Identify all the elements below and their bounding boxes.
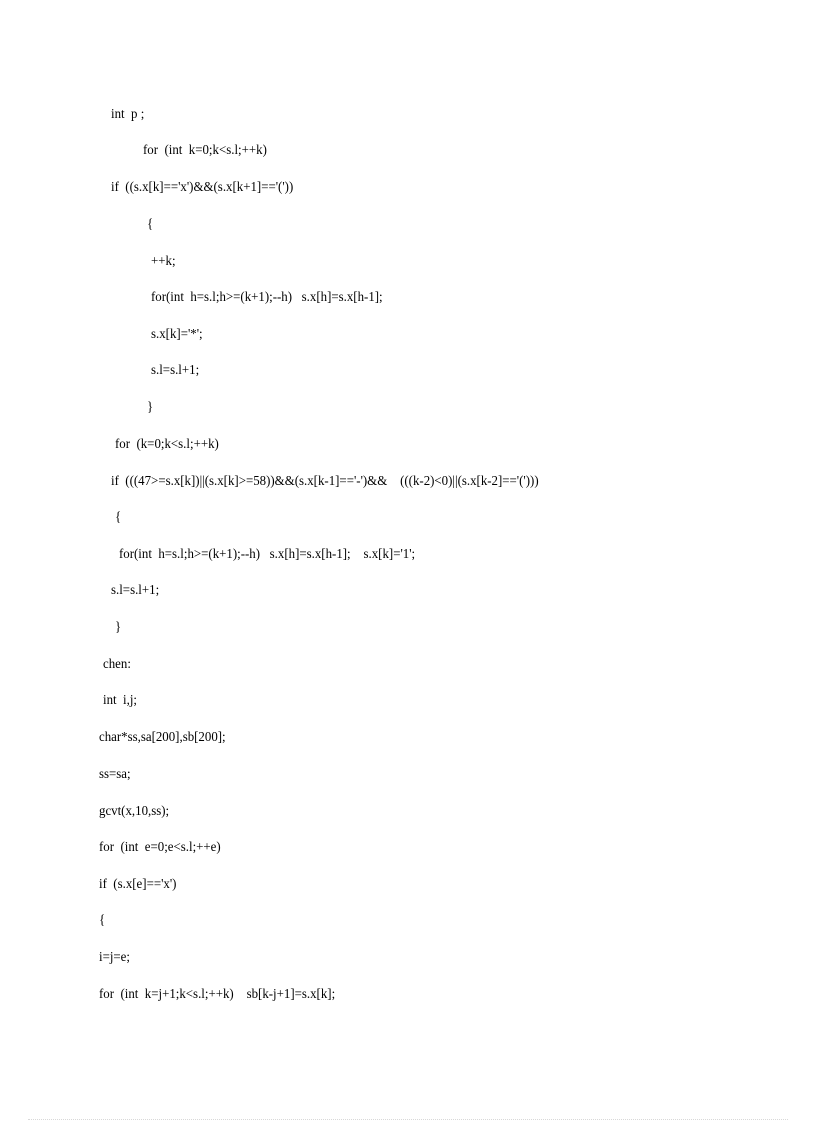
code-line: for (k=0;k<s.l;++k) bbox=[115, 437, 219, 452]
code-line: for(int h=s.l;h>=(k+1);--h) s.x[h]=s.x[h-1]; bbox=[151, 290, 383, 305]
code-line: { bbox=[99, 913, 106, 928]
code-line: s.l=s.l+1; bbox=[151, 363, 200, 378]
code-line: for (int k=j+1;k<s.l;++k) sb[k-j+1]=s.x[k]; bbox=[99, 987, 336, 1002]
page-bottom-divider bbox=[28, 1119, 788, 1120]
code-line: if (((47>=s.x[k])||(s.x[k]>=58))&&(s.x[k-1]=='-')&& (((k-2)<0)||(s.x[k-2]=='('))) bbox=[111, 474, 539, 489]
code-line: for(int h=s.l;h>=(k+1);--h) s.x[h]=s.x[h-1]; s.x[k]='1'; bbox=[119, 547, 416, 562]
code-line: for (int k=0;k<s.l;++k) bbox=[143, 143, 267, 158]
code-line: ss=sa; bbox=[99, 767, 131, 782]
code-line: { bbox=[147, 217, 154, 232]
code-line: } bbox=[115, 620, 122, 635]
code-line: chen: bbox=[103, 657, 131, 672]
code-line: i=j=e; bbox=[99, 950, 130, 965]
code-line: char*ss,sa[200],sb[200]; bbox=[99, 730, 226, 745]
code-line: ++k; bbox=[151, 254, 176, 269]
code-line: int p ; bbox=[111, 107, 145, 122]
code-line: s.x[k]='*'; bbox=[151, 327, 203, 342]
code-line: int i,j; bbox=[103, 693, 137, 708]
code-line: gcvt(x,10,ss); bbox=[99, 804, 170, 819]
code-line: } bbox=[147, 400, 154, 415]
code-line: s.l=s.l+1; bbox=[111, 583, 160, 598]
code-line: for (int e=0;e<s.l;++e) bbox=[99, 840, 221, 855]
code-line: if ((s.x[k]=='x')&&(s.x[k+1]=='(')) bbox=[111, 180, 294, 195]
code-line: { bbox=[115, 510, 122, 525]
code-line: if (s.x[e]=='x') bbox=[99, 877, 177, 892]
